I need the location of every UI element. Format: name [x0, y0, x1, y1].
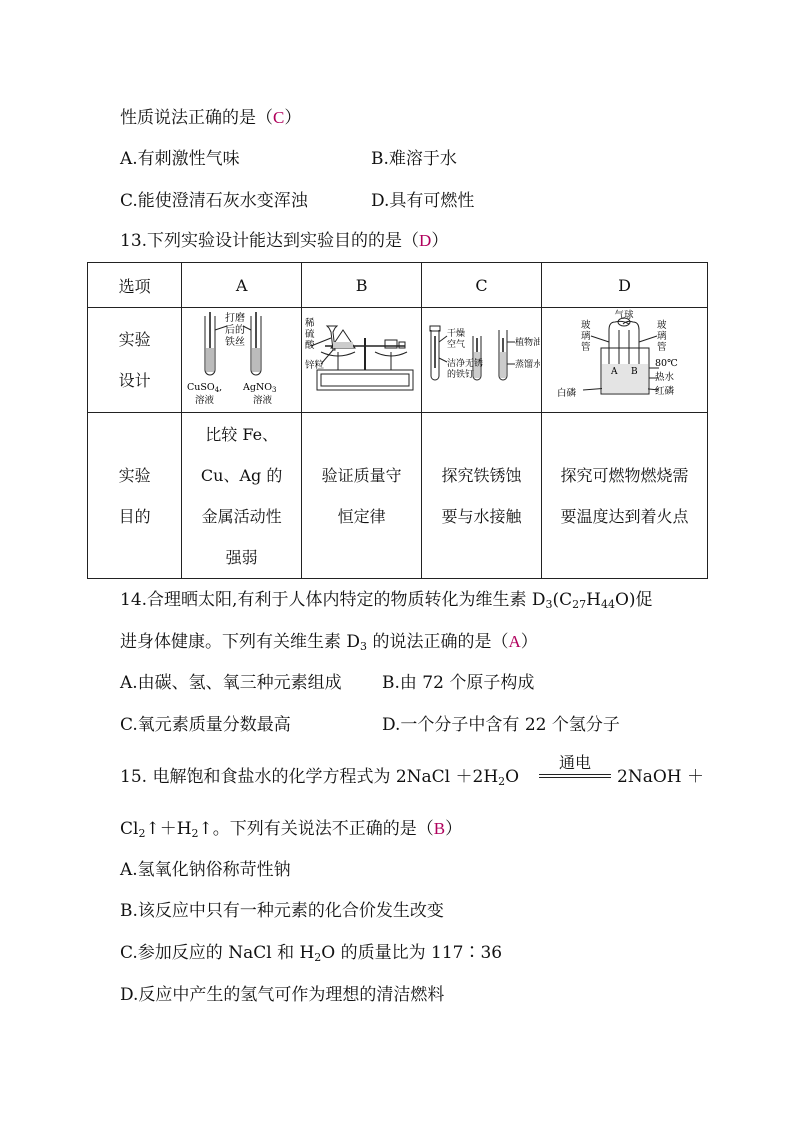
svg-text:红磷: 红磷 — [655, 386, 675, 397]
svg-text:管: 管 — [657, 342, 667, 353]
svg-text:后的: 后的 — [225, 325, 246, 336]
svg-text:铁丝: 铁丝 — [225, 337, 246, 348]
table-purpose-row — [88, 413, 708, 579]
svg-text:酸: 酸 — [305, 340, 315, 351]
purpose-a: 比较 Fe、 Cu、Ag 的 金属活动性 强弱 — [182, 413, 302, 579]
purpose-b: 验证质量守 恒定律 — [302, 413, 422, 579]
figure-a-test-tubes — [183, 308, 300, 408]
q15-option-a: A.氢氧化钠俗称苛性钠 — [120, 860, 291, 880]
svg-text:硫: 硫 — [305, 329, 315, 340]
q15-answer: B — [433, 819, 446, 838]
figure-d-combustion — [543, 308, 706, 408]
reaction-condition-arrow — [539, 754, 611, 788]
q14-stem-line1: 14.合理晒太阳,有利于人体内特定的物质转化为维生素 $D_3(C_{27}H_{44}O)$促 — [120, 590, 653, 611]
q12-stem: 性质说法正确的是（C） — [120, 108, 302, 128]
q12-option-b: B.难溶于水 — [371, 149, 457, 169]
svg-text:管: 管 — [581, 342, 591, 353]
figure-b-balance — [303, 308, 420, 408]
svg-text:A: A — [611, 367, 618, 377]
svg-text:干燥: 干燥 — [447, 329, 466, 339]
figure-b-cell — [302, 308, 422, 413]
purpose-c: 探究铁锈蚀 要与水接触 — [422, 413, 542, 579]
svg-text:80℃: 80℃ — [655, 358, 678, 369]
svg-text:溶液: 溶液 — [253, 395, 273, 406]
fig-a-label-polished: 打磨 — [225, 313, 246, 324]
row-label-purpose: 实验 目的 — [88, 413, 182, 579]
svg-text:的铁钉: 的铁钉 — [447, 370, 475, 380]
figure-c-rust — [423, 308, 540, 408]
q15-stem-line2: $Cl_2↑+H_2↑$。下列有关说法不正确的是（B） — [120, 819, 463, 840]
svg-text:璃: 璃 — [581, 331, 591, 342]
fig-a-label-agno3: AgNO$_3$ — [243, 382, 277, 394]
svg-text:溶液: 溶液 — [195, 395, 215, 406]
header-d: D — [542, 263, 708, 308]
svg-text:气球: 气球 — [614, 310, 634, 321]
purpose-d: 探究可燃物燃烧需 要温度达到着火点 — [542, 413, 708, 579]
figure-c-cell — [422, 308, 542, 413]
q12-option-a: A.有刺激性气味 — [120, 149, 240, 169]
q13-stem: 13.下列实验设计能达到实验目的的是（D） — [120, 231, 449, 251]
figure-a-cell — [182, 308, 302, 413]
q12-answer: C — [273, 108, 285, 127]
svg-text:蒸馏水: 蒸馏水 — [515, 360, 541, 370]
svg-text:玻: 玻 — [657, 320, 667, 331]
q15-option-b: B.该反应中只有一种元素的化合价发生改变 — [120, 901, 444, 921]
table-header-row — [88, 263, 708, 308]
q14-option-d: D.一个分子中含有 22 个氢分子 — [382, 715, 620, 735]
svg-text:稀: 稀 — [305, 318, 315, 329]
svg-text:玻: 玻 — [581, 320, 591, 331]
fig-a-label-cuso4: CuSO$_4$, — [187, 382, 223, 394]
header-option: 选项 — [88, 263, 182, 308]
svg-text:璃: 璃 — [657, 331, 667, 342]
q12-option-d: D.具有可燃性 — [371, 191, 475, 211]
experiment-table — [87, 262, 708, 579]
svg-text:热水: 热水 — [655, 372, 675, 383]
table-design-row — [88, 308, 708, 413]
header-b: B — [302, 263, 422, 308]
header-c: C — [422, 263, 542, 308]
reaction-condition: 通电 — [558, 753, 591, 772]
row-label-design: 实验 设计 — [88, 308, 182, 413]
svg-text:空气: 空气 — [447, 340, 466, 350]
q15-products: 2NaOH ＋ — [617, 767, 704, 787]
q13-answer: D — [419, 231, 432, 250]
figure-d-cell — [542, 308, 708, 413]
fig-b-label-zinc: 锌粒 — [305, 360, 325, 371]
q15-stem-line1: 15. 电解饱和食盐水的化学方程式为 2NaCl $+2H_2O$ — [120, 767, 520, 788]
q14-option-c: C.氧元素质量分数最高 — [120, 715, 291, 735]
q14-option-b: B.由 72 个原子构成 — [382, 673, 535, 693]
header-a: A — [182, 263, 302, 308]
svg-text:洁净无锈: 洁净无锈 — [447, 359, 484, 369]
q14-answer: A — [508, 632, 521, 651]
svg-text:B: B — [631, 367, 638, 377]
q14-option-a: A.由碳、氢、氧三种元素组成 — [120, 673, 342, 693]
q14-stem-line2: 进身体健康。下列有关维生素 $D_3$ 的说法正确的是（A） — [120, 632, 538, 653]
q12-option-c: C.能使澄清石灰水变浑浊 — [120, 191, 308, 211]
svg-text:植物油: 植物油 — [515, 338, 541, 348]
q15-option-c: C.参加反应的 NaCl 和 $H_2O$ 的质量比为 117∶36 — [120, 943, 503, 964]
q15-option-d: D.反应中产生的氢气可作为理想的清洁燃料 — [120, 985, 445, 1005]
svg-text:白磷: 白磷 — [557, 388, 577, 399]
